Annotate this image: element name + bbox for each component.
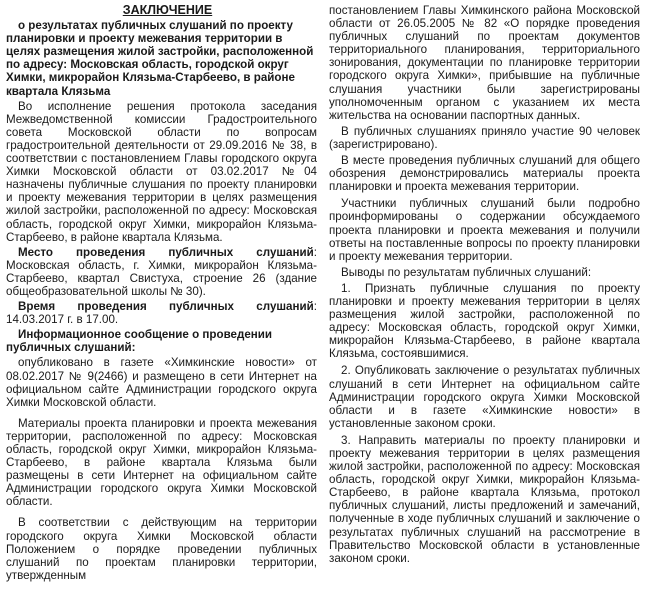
materials-paragraph: Материалы проекта планировки и проекта межевания территории, расположенной по адресу: Московская область, городской округ Химки, микрорайон Клязьма-Старбеево, в районе квартала Клязьма были размещены в сети Интернет на официальном сайте Администрации городского округа Химки Московской области. — [6, 416, 317, 509]
time-text: : 14.03.2017 г. в 17.00. — [6, 300, 317, 327]
place-label: Место проведения публичных слушаний — [18, 245, 314, 259]
document-title: ЗАКЛЮЧЕНИЕ — [122, 3, 213, 17]
left-column — [6, 4, 317, 609]
info-paragraph: опубликовано в газете «Химкинские новости» от 08.02.2017 № 9(2466) и размещено в сети Интернет на официальном сайте Администрации городского округа Химки Московской области. — [6, 356, 317, 409]
document-heading: о результатах публичных слушаний по проекту планировки и проекту межевания территории в целях размещения жилой застройки, расположенной по адресу: Московская область, городской округ Химки, микрорайон Клязьма-Старбеево, в районе квартала Клязьма — [6, 19, 314, 98]
conclusion-item-3: 3. Направить материалы по проекту планировки и проекту межевания территории в целях размещения жилой застройки, расположенной по адресу: Московская область, городской округ Химки, микрорайон Клязьма-Старбеево, в районе квартала Клязьма, протокол публичных слушаний, листы предложений и замечаний, полученные в ходе публичных слушаний и заключение о результатах публичных слушаний на рассмотрение в Правительство Московской области в установленные законом сроки. — [329, 433, 640, 565]
conclusion-item-2: 2. Опубликовать заключение о результатах публичных слушаний в сети Интернет на официальном сайте Администрации городского округа Химки Московской области и в газете «Химкинские новости» в установленные законом сроки. — [329, 364, 640, 430]
place-text: : Московская область, г. Химки, микрорайон Клязьма-Старбеево, квартал Свистуха, строение 26 (здание общеобразовательной школы № 30). — [6, 245, 317, 298]
intro-paragraph: Во исполнение решения протокола заседания Межведомственной комиссии Градостроительного совета Московской области по вопросам градостроительной деятельности от 29.09.2016 № 38, в соответствии с постановлением Главы городского округа Химки Московской области от 03.02.2017 №04 назначены публичные слушания по проекту планировки и проекту межевания территории в целях размещения жилой застройки, расположенной по адресу: Московская область, городской округ Химки, микрорайон Клязьма-Старбеево, в районе квартала Клязьма. — [6, 99, 317, 244]
place-paragraph — [6, 246, 317, 298]
info-label: Информационное сообщение о проведении публичных слушаний: — [6, 328, 273, 355]
continuation-paragraph: постановлением Главы Химкинского района Московской области от 26.05.2005 № 82 «О порядке проведения публичных слушаний по проектам документов территориального планирования, территориального зонирования, документации по планировке территории городского округа Химки», прибывшие на публичные слушания участники были зарегистрированы уполномоченным органом с указанием их места жительства на основании паспортных данных. — [329, 4, 640, 122]
participants-paragraph: В публичных слушаниях приняло участие 90 человек (зарегистрировано). — [329, 124, 640, 151]
conclusions-label: Выводы по результатам публичных слушаний: — [341, 265, 592, 279]
time-label: Время проведения публичных слушаний — [18, 300, 314, 314]
time-paragraph — [6, 300, 317, 326]
right-column — [329, 4, 640, 609]
informed-paragraph: Участники публичных слушаний были подробно проинформированы о содержании обсуждаемого проекта планировки и проекта межевания и получили ответы на поставленные вопросы по проекту планировки и проекту межевания территории. — [329, 197, 640, 263]
conclusion-item-1: 1. Признать публичные слушания по проекту планировки и проекту межевания территории в целях размещения жилой застройки, расположенной по адресу: Московская область, городской округ Химки, микрорайон Клязьма-Старбеево, в районе квартала Клязьма, состоявшимися. — [329, 281, 640, 361]
accordance-paragraph: В соответствии с действующим на территории городского округа Химки Московской области Положением о порядке проведении публичных слушаний по проектам планировки территории, утвержденным — [6, 516, 317, 582]
exposition-paragraph: В месте проведения публичных слушаний для общего обозрения демонстрировались материалы проекта планировки и проекта межевания территории. — [329, 154, 640, 194]
